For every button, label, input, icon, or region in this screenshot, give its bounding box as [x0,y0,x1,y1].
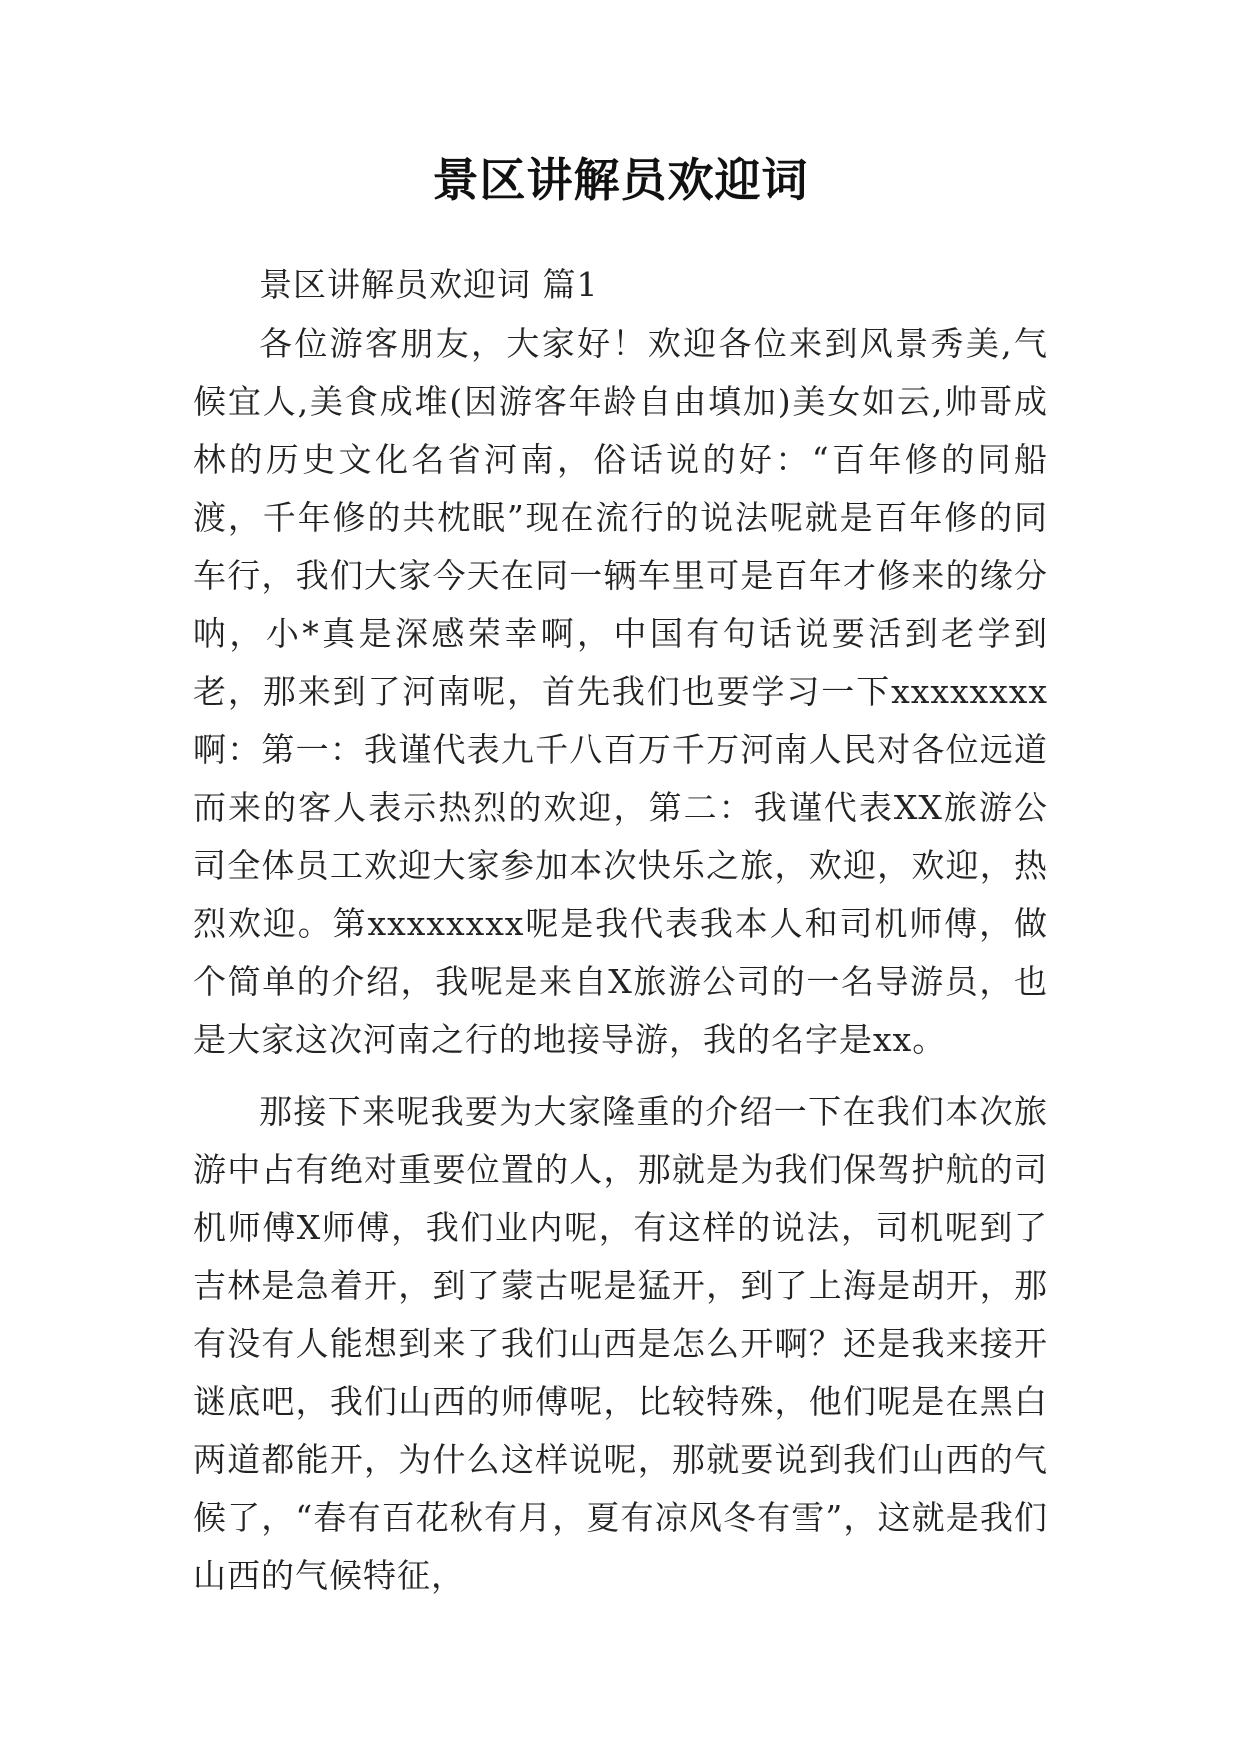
document-body [193,256,1048,1605]
paragraph-1: 各位游客朋友，大家好！欢迎各位来到风景秀美,气候宜人,美食成堆(因游客年龄自由填加)美女如云,帅哥成林的历史文化名省河南，俗话说的好：“百年修的同船渡，千年修的共枕眠”现在流行的说法呢就是百年修的同车行，我们大家今天在同一辆车里可是百年才修来的缘分呐，小*真是深感荣幸啊，中国有句话说要活到老学到老，那来到了河南呢，首先我们也要学习一下xxxxxxxx啊：第一：我谨代表九千八百万千万河南人民对各位远道而来的客人表示热烈的欢迎，第二：我谨代表XX旅游公司全体员工欢迎大家参加本次快乐之旅，欢迎，欢迎，热烈欢迎。第xxxxxxxx呢是我代表我本人和司机师傅，做个简单的介绍，我呢是来自X旅游公司的一名导游员，也是大家这次河南之行的地接导游，我的名字是xx。 [193,324,1048,1059]
section-heading: 景区讲解员欢迎词 篇1 [259,265,599,304]
paragraph-2: 那接下来呢我要为大家隆重的介绍一下在我们本次旅游中占有绝对重要位置的人，那就是为我们保驾护航的司机师傅X师傅，我们业内呢，有这样的说法，司机呢到了吉林是急着开，到了蒙古呢是猛开，到了上海是胡开，那有没有人能想到来了我们山西是怎么开啊？还是我来接开谜底吧，我们山西的师傅呢，比较特殊，他们呢是在黑白两道都能开，为什么这样说呢，那就要说到我们山西的气候了，“春有百花秋有月，夏有凉风冬有雪”，这就是我们山西的气候特征， [193,1092,1048,1595]
document-title: 景区讲解员欢迎词 [432,153,809,207]
